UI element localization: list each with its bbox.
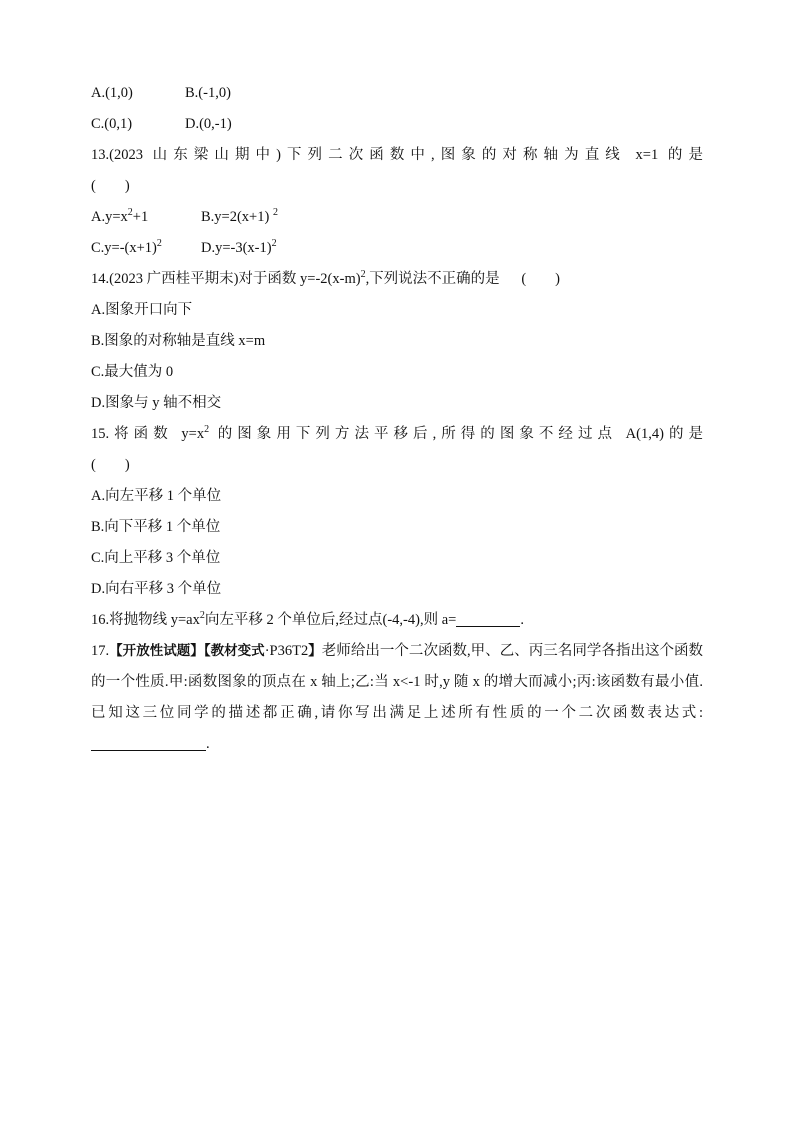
q15-option-b[interactable]: B.向下平移 1 个单位 <box>91 519 221 535</box>
q13-stem: 13.(2023 山东梁山期中)下列二次函数中,图象的对称轴为直线 x=1 的是 <box>91 147 703 163</box>
q14-option-d[interactable]: D.图象与 y 轴不相交 <box>91 395 222 411</box>
q12-options-row-1 <box>91 78 703 109</box>
q14-option-b[interactable]: B.图象的对称轴是直线 x=m <box>91 333 266 349</box>
q15-stem: 15.将函数 $y=x^2$ 的图象用下列方法平移后,所得的图象不经过点 A(1,4)的是 <box>91 424 703 442</box>
q17-tag-open-question: 【开放性试题】 <box>109 643 204 659</box>
q13-options-row-1 <box>91 202 703 233</box>
q14-option-a[interactable]: A.图象开口向下 <box>91 302 193 318</box>
q15-option-a[interactable]: A.向左平移 1 个单位 <box>91 488 222 504</box>
q13-answer-bracket[interactable]: ( ) <box>91 178 130 194</box>
q14-answer-bracket[interactable]: ( ) <box>521 271 560 287</box>
q17-tag-textbook-variant: 【教材变式·P36T2】 <box>203 643 322 659</box>
q12-options-row-2 <box>91 109 703 140</box>
q15-answer-bracket[interactable]: ( ) <box>91 457 130 473</box>
q15-option-d[interactable]: D.向右平移 3 个单位 <box>91 581 222 597</box>
q12-option-b[interactable]: B.(-1,0) <box>185 85 231 101</box>
q14-stem: 14.(2023 广西桂平期末)对于函数 $y=-2(x-m)^2$,下列说法不正确的是 ( ) <box>91 269 560 287</box>
q17-answer-blank[interactable] <box>91 733 206 751</box>
q13-option-c[interactable]: $C.y=-(x+1)^2$ <box>91 238 162 256</box>
q17-body: 老师给出一个二次函数,甲、乙、丙三名同学各指出这个函数的一个性质.甲:函数图象的顶点在 x 轴上;乙:当 x<-1 时,y 随 x 的增大而减小;丙:该函数有最小值.已知这三位同学的描述都正确,请你写出满足上述所有性质的一个二次函数表达式: <box>91 643 704 721</box>
q12-option-d[interactable]: D.(0,-1) <box>185 116 232 132</box>
q15-option-c[interactable]: C.向上平移 3 个单位 <box>91 550 221 566</box>
q14-option-c[interactable]: C.最大值为 0 <box>91 364 174 380</box>
q13-option-d[interactable]: $D.y=-3(x-1)^2$ <box>201 238 277 256</box>
q13-option-a[interactable]: $A.y=x^2+1$ <box>91 207 149 225</box>
q13-options-row-2 <box>91 233 703 264</box>
q16-stem: 16.将抛物线 $y=ax^2$向左平移 2 个单位后,经过点(-4,-4),则 a= . <box>91 610 524 628</box>
q12-option-c[interactable]: C.(0,1) <box>91 116 133 132</box>
q12-option-a[interactable]: A.(1,0) <box>91 85 133 101</box>
q13-option-b[interactable]: B.y=2(x+1) $^2$ <box>201 207 278 225</box>
question-page <box>91 78 703 760</box>
q17-paragraph: 17.【开放性试题】【教材变式·P36T2】老师给出一个二次函数,甲、乙、丙三名同学各指出这个函数的一个性质.甲:函数图象的顶点在 x 轴上;乙:当 x<-1 时,y 随 x 的增大而减小;丙:该函数有最小值.已知这三位同学的描述都正确,请你写出满足上述所有性质的一个二次函数表达式:. <box>91 643 704 752</box>
q16-answer-blank[interactable] <box>456 609 520 627</box>
